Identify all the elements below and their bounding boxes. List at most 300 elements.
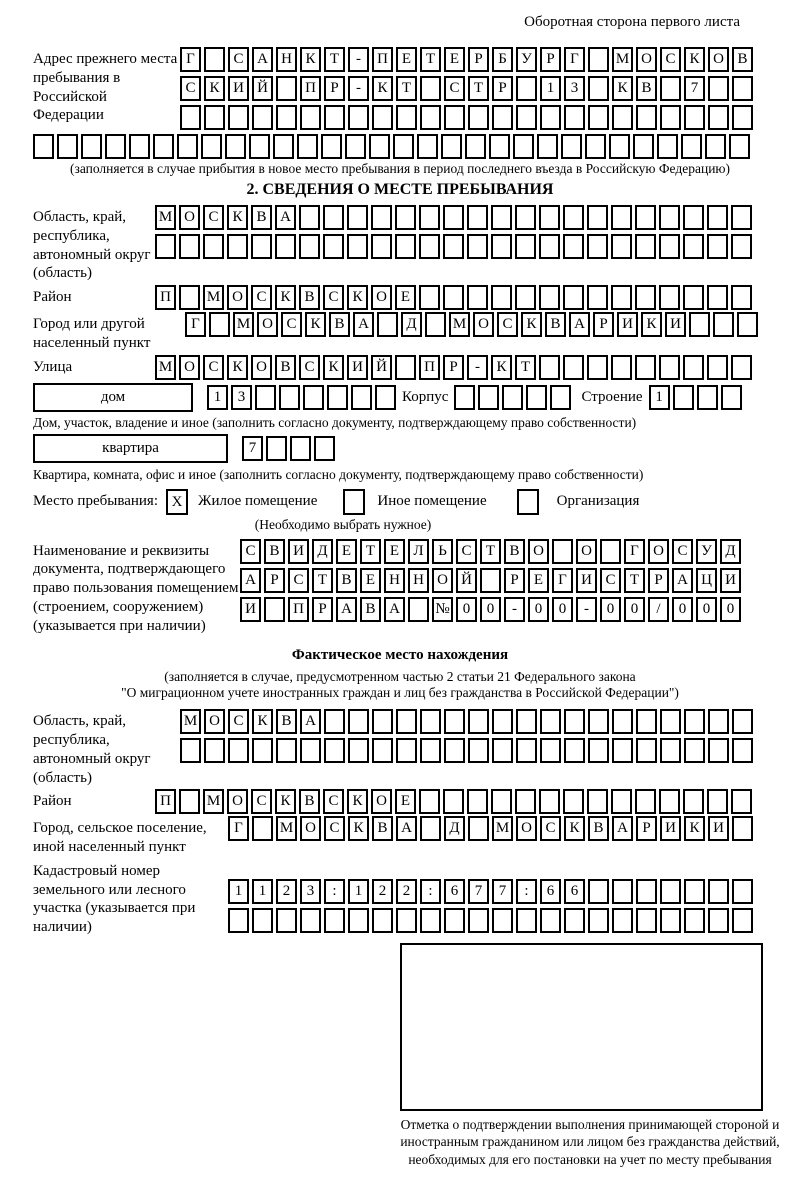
actual-location-title: Фактическое место нахождения [291,647,509,664]
char-box [689,312,710,337]
char-box [444,105,465,130]
char-box [314,436,335,461]
char-box: Л [408,539,429,564]
char-box: П [372,47,393,72]
char-box: Т [360,539,381,564]
char-box: О [204,709,225,734]
char-box: К [227,355,248,380]
char-box [612,105,633,130]
actual-region-rows [180,709,753,763]
char-box: С [497,312,518,337]
char-box: М [180,709,201,734]
char-box: Ц [696,568,717,593]
char-box [155,234,176,259]
char-box: С [444,76,465,101]
char-box [204,738,225,763]
house-caption: Дом, участок, владение и иное (заполнить согласно документу, подтверждающему право собственности) [33,414,637,430]
char-box [516,105,537,130]
char-box [708,879,729,904]
char-box: 0 [600,597,621,622]
char-box: Е [444,47,465,72]
char-box [684,879,705,904]
char-box: Р [443,355,464,380]
char-box [732,738,753,763]
char-box: И [576,568,597,593]
char-box [721,385,742,410]
district-field [33,285,767,310]
char-box [563,205,584,230]
char-box: К [372,76,393,101]
char-box [491,789,512,814]
char-box: В [636,76,657,101]
char-box [732,105,753,130]
char-box: : [516,879,537,904]
document-boxrow-2 [240,568,741,593]
char-box [563,789,584,814]
char-box [588,908,609,933]
char-box: С [456,539,477,564]
region-boxrow-2 [155,234,752,259]
char-box [420,76,441,101]
char-box [588,709,609,734]
char-box: 2 [372,879,393,904]
cadastral-boxrow-2 [228,908,753,933]
char-box: 3 [231,385,252,410]
char-box: К [204,76,225,101]
char-box: 1 [252,879,273,904]
stroenie-boxrow [649,385,742,410]
apartment-type-box: квартира [33,434,228,463]
char-box: К [348,816,369,841]
prev-address-field [33,47,767,130]
char-box: К [300,47,321,72]
char-box [564,105,585,130]
char-box: М [155,355,176,380]
char-box: У [516,47,537,72]
char-box [563,355,584,380]
char-box [540,709,561,734]
char-box [467,789,488,814]
char-box [515,205,536,230]
char-box [251,234,272,259]
char-box: В [336,568,357,593]
char-box [659,285,680,310]
char-box: Т [324,47,345,72]
char-box: 0 [528,597,549,622]
char-box: М [233,312,254,337]
char-box: С [203,355,224,380]
char-box: О [227,789,248,814]
char-box [635,789,656,814]
char-box: А [240,568,261,593]
checkbox-inoe [343,489,365,515]
char-box [587,789,608,814]
char-box: М [203,285,224,310]
char-box [588,105,609,130]
char-box: В [588,816,609,841]
char-box [396,908,417,933]
actual-location-note-2: "О миграционном учете иностранных граждан и лиц без гражданства в Российской Федерации") [121,685,679,701]
char-box [324,738,345,763]
char-box [468,738,489,763]
char-box: А [252,47,273,72]
char-box [396,738,417,763]
char-box [492,738,513,763]
char-box: Е [395,285,416,310]
region-label: Область, край, республика, автономный округ (область) [33,209,151,282]
char-box: Й [456,568,477,593]
actual-region-field [33,709,767,787]
char-box: П [419,355,440,380]
city-label: Город или другой населенный пункт [33,316,151,351]
char-box [731,285,752,310]
char-box [348,709,369,734]
char-box [443,234,464,259]
char-box [732,908,753,933]
char-box: В [276,709,297,734]
char-box [635,234,656,259]
actual-city-label: Город, сельское поселение, иной населенный пункт [33,820,207,855]
char-box: Г [552,568,573,593]
char-box [611,789,632,814]
char-box [443,205,464,230]
char-box: К [275,789,296,814]
char-box [323,234,344,259]
char-box: И [288,539,309,564]
char-box: М [276,816,297,841]
char-box [587,355,608,380]
char-box [396,709,417,734]
char-box: М [155,205,176,230]
char-box [425,312,446,337]
char-box [345,134,366,159]
char-box: В [299,789,320,814]
char-box [443,285,464,310]
char-box: К [347,285,368,310]
char-box: К [491,355,512,380]
char-box [396,105,417,130]
char-box: К [564,816,585,841]
char-box: О [371,789,392,814]
char-box: И [228,76,249,101]
char-box [732,76,753,101]
char-box: Е [384,539,405,564]
char-box [417,134,438,159]
char-box: В [251,205,272,230]
char-box [454,385,475,410]
char-box [683,234,704,259]
char-box: - [504,597,525,622]
char-box [441,134,462,159]
document-field [33,539,767,636]
district-label: Район [33,289,72,305]
korpus-label: Корпус [402,388,449,405]
char-box [491,234,512,259]
char-box [660,879,681,904]
char-box [737,312,758,337]
char-box [468,105,489,130]
char-box: С [288,568,309,593]
region-field [33,205,767,283]
char-box: - [348,47,369,72]
char-box [732,709,753,734]
char-box: М [612,47,633,72]
char-box [657,134,678,159]
char-box: 7 [242,436,263,461]
char-box [513,134,534,159]
char-box: Г [180,47,201,72]
char-box: Н [384,568,405,593]
char-box [635,205,656,230]
actual-district-field [33,789,767,814]
char-box [633,134,654,159]
char-box [587,205,608,230]
char-box: К [521,312,542,337]
prev-address-rows [180,47,753,130]
char-box: Г [228,816,249,841]
char-box [372,738,393,763]
char-box [660,105,681,130]
actual-region-boxrow-2 [180,738,753,763]
char-box [564,738,585,763]
char-box: О [576,539,597,564]
char-box: А [353,312,374,337]
char-box: В [545,312,566,337]
char-box: К [227,205,248,230]
char-box: У [696,539,717,564]
char-box: В [732,47,753,72]
char-box [636,908,657,933]
char-box [526,385,547,410]
char-box [478,385,499,410]
char-box [179,789,200,814]
char-box: - [348,76,369,101]
actual-city-boxrow [228,816,753,841]
char-box [611,205,632,230]
char-box [660,709,681,734]
char-box: Е [396,47,417,72]
char-box [33,134,54,159]
char-box: 0 [456,597,477,622]
char-box [516,908,537,933]
char-box [612,879,633,904]
option-label-zhiloe: Жилое помещение [198,493,318,509]
char-box: А [672,568,693,593]
char-box: С [203,205,224,230]
char-box [179,234,200,259]
char-box: В [504,539,525,564]
char-box [731,355,752,380]
char-box [371,205,392,230]
char-box: С [299,355,320,380]
char-box: И [660,816,681,841]
city-boxrow [185,312,758,337]
section2-title: 2. СВЕДЕНИЯ О МЕСТЕ ПРЕБЫВАНИЯ [246,181,554,198]
char-box [228,738,249,763]
char-box [683,789,704,814]
char-box: О [179,205,200,230]
char-box [324,105,345,130]
char-box [372,105,393,130]
char-box [636,709,657,734]
char-box: 1 [540,76,561,101]
char-box [348,105,369,130]
cadastral-rows [228,879,753,933]
char-box [300,105,321,130]
region-rows [155,205,752,259]
char-box: 0 [720,597,741,622]
char-box: Т [420,47,441,72]
char-box [491,285,512,310]
char-box [705,134,726,159]
char-box: И [708,816,729,841]
char-box: О [648,539,669,564]
char-box: С [251,285,272,310]
char-box: Е [395,789,416,814]
char-box [659,789,680,814]
char-box [707,234,728,259]
char-box: Р [468,47,489,72]
char-box: 6 [444,879,465,904]
char-box [636,105,657,130]
char-box [636,879,657,904]
char-box [611,285,632,310]
char-box: Р [504,568,525,593]
char-box [540,908,561,933]
char-box [539,205,560,230]
char-box [552,539,573,564]
char-box [539,355,560,380]
checkbox-zhiloe: X [166,489,188,515]
char-box [252,105,273,130]
char-box: Р [312,597,333,622]
char-box [105,134,126,159]
char-box: Е [336,539,357,564]
char-box: М [203,789,224,814]
char-box [708,908,729,933]
char-box: : [324,879,345,904]
char-box [347,205,368,230]
document-boxrow-1 [240,539,741,564]
actual-district-label: Район [33,793,72,810]
char-box: С [540,816,561,841]
prev-address-boxrow-4 [33,134,767,159]
cadastral-boxrow-1 [228,879,753,904]
char-box [489,134,510,159]
char-box: К [347,789,368,814]
char-box [395,205,416,230]
char-box: О [636,47,657,72]
char-box [697,385,718,410]
char-box [201,134,222,159]
city-field [33,312,767,353]
stay-type-row [33,489,767,515]
char-box [563,285,584,310]
char-box: Р [540,47,561,72]
stroenie-label: Строение [581,388,643,405]
char-box [561,134,582,159]
char-box: 2 [276,879,297,904]
char-box: Й [252,76,273,101]
char-box [588,47,609,72]
char-box: А [569,312,590,337]
char-box: С [660,47,681,72]
char-box [660,76,681,101]
char-box: Г [564,47,585,72]
char-box: П [155,285,176,310]
char-box: - [576,597,597,622]
char-box [375,385,396,410]
char-box [419,234,440,259]
char-box [732,816,753,841]
char-box [276,908,297,933]
char-box [444,908,465,933]
char-box [393,134,414,159]
char-box [609,134,630,159]
char-box: С [323,789,344,814]
char-box: С [672,539,693,564]
char-box: А [396,816,417,841]
char-box [264,597,285,622]
char-box: О [257,312,278,337]
char-box [708,738,729,763]
char-box: М [449,312,470,337]
char-box [550,385,571,410]
char-box: 0 [552,597,573,622]
char-box: К [275,285,296,310]
char-box [611,234,632,259]
district-boxrow [155,285,752,310]
char-box [467,234,488,259]
char-box: И [720,568,741,593]
char-box: 1 [207,385,228,410]
char-box [177,134,198,159]
char-box [227,234,248,259]
char-box: И [240,597,261,622]
prev-address-boxrow-2 [180,76,753,101]
char-box [731,789,752,814]
char-box [255,385,276,410]
char-box: О [179,355,200,380]
char-box: Ь [432,539,453,564]
house-row [33,383,767,412]
char-box: Д [312,539,333,564]
char-box: К [305,312,326,337]
char-box: 1 [228,879,249,904]
prev-address-boxrow-3 [180,105,753,130]
char-box [420,738,441,763]
char-box: Е [528,568,549,593]
char-box [564,908,585,933]
char-box [321,134,342,159]
char-box: Р [264,568,285,593]
char-box [275,234,296,259]
char-box [180,738,201,763]
char-box [204,105,225,130]
char-box [540,738,561,763]
char-box [729,134,750,159]
char-box [419,205,440,230]
char-box: 6 [540,879,561,904]
char-box [420,105,441,130]
char-box [612,738,633,763]
char-box [468,816,489,841]
char-box [153,134,174,159]
char-box: Р [648,568,669,593]
char-box [420,816,441,841]
char-box [673,385,694,410]
actual-region-label: Область, край, республика, автономный округ (область) [33,713,151,786]
